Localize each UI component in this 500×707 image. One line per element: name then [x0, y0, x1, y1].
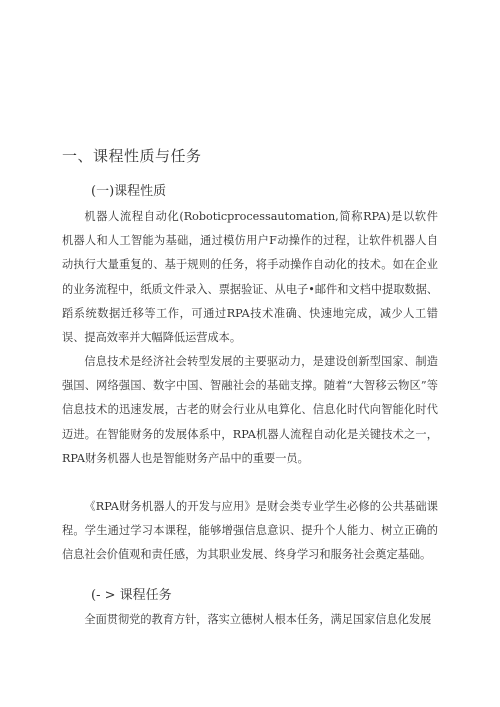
paragraph-rpa-definition: 机器人流程自动化(Roboticprocessautomation,简称RPA)是以软件机器人和人工智能为基础，通过模仿用户F动操作的过程，让软件机器人自动执行大量重复的、基于规则的任务，将手动操作自动化的技术。如在企业的业务流程中，纸质文件录入、票据验证、从电子•邮件和文档中提取数据、蹈系统数据迁移等工作，可通过RPA技术准确、快速地完成，减少人工错误、提高效率并大幅降低运营成本。: [62, 210, 438, 345]
paragraph-course-description: 《RPA财务机器人的开发与应用》是财会类专业学生必修的公共基础课程。学生通过学习本课程，能够增强信息意识、提升个人能力、树立正确的信息社会价值观和责任感，为其职业发展、终身学习和服务社会奠定基础。: [62, 500, 438, 562]
section-heading-course-tasks: (- > 课程任务: [91, 588, 172, 603]
paragraph-course-tasks: 全面贯彻党的教育方针，落实立德树人根本任务，满足国家信息化发展: [84, 613, 432, 626]
paragraph-information-technology: 信息技术是经济社会转型发展的主要驱动力，是建设创新型国家、制造强国、网络强国、数字中国、智融社会的基础支撑。随着“大智移云物区”等信息技术的迅速发展，古老的财会行业从电算化、信息化时代向智能化时代迈进。在智能财务的发展体系中，RPA机器人流程自动化是关键技术之一，RPA财务机器人也是智能财务产品中的重要一员。: [62, 355, 438, 465]
section-heading-course-nature: (一)课程性质: [91, 184, 167, 199]
chapter-heading: 一、课程性质与任务: [62, 147, 202, 165]
